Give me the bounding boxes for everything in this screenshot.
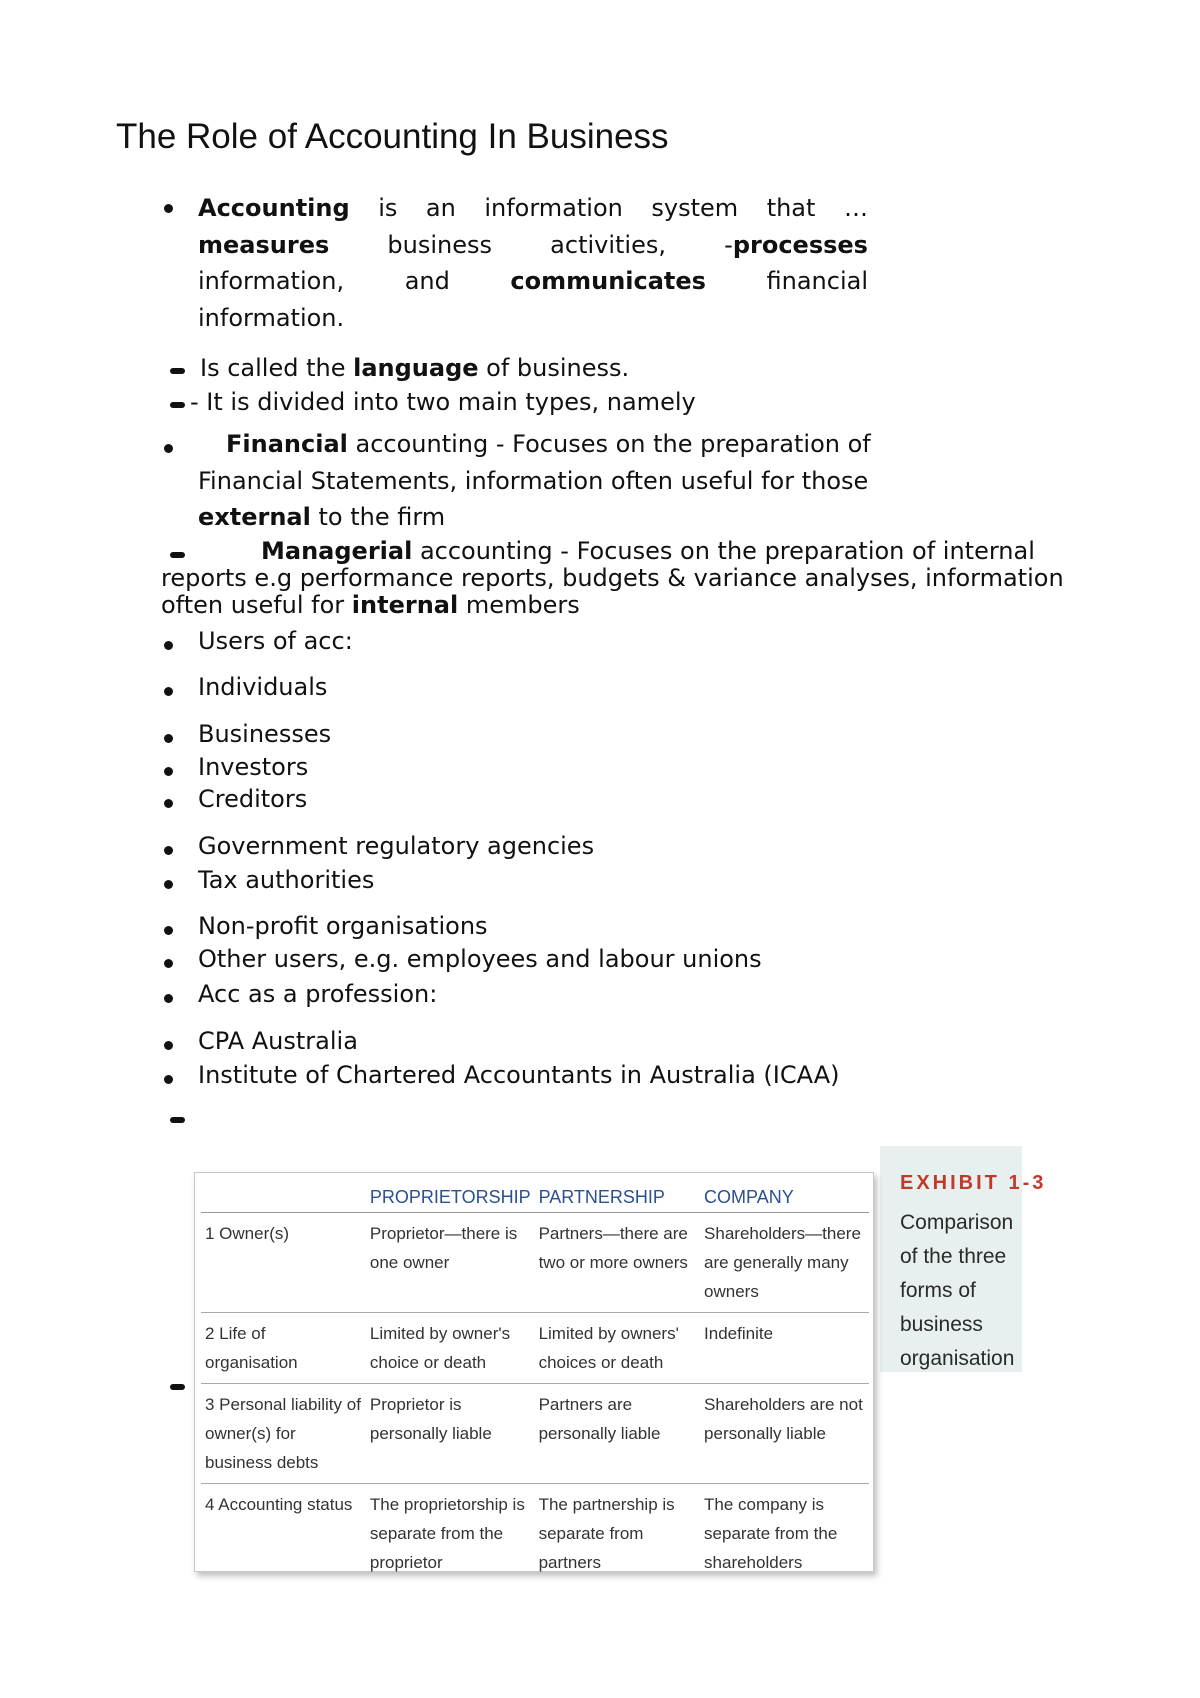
exhibit-caption: Comparison of the three forms of business organisation — [900, 1211, 1015, 1370]
bullet — [164, 994, 173, 1003]
definition-line-4: information. — [198, 303, 345, 332]
term-measures: measures — [198, 230, 330, 259]
bullet — [164, 767, 173, 776]
bullet — [164, 641, 173, 650]
table-cell: Proprietor—there is one owner — [366, 1213, 535, 1313]
table-cell: Shareholders—there are generally many owners — [700, 1213, 869, 1313]
definition-line-1: Accounting is an information system that … — [198, 190, 868, 227]
bullet — [164, 846, 173, 855]
table-cell: 4 Accounting status — [205, 1495, 353, 1514]
arrow-bullet — [170, 402, 185, 408]
financial-line-2: Financial Statements, information often useful for those — [198, 467, 869, 495]
table-row — [201, 1213, 869, 1313]
table-row — [201, 1384, 869, 1484]
comparison-table-card — [194, 1172, 874, 1572]
list-item: Government regulatory agencies — [198, 832, 595, 860]
definition-line-3: information, and communicates financial — [198, 263, 868, 300]
profession-heading: Acc as a profession: — [198, 980, 438, 1008]
page-title: The Role of Accounting In Business — [116, 117, 669, 156]
table-cell: Limited by owners' choices or death — [535, 1313, 700, 1384]
term-communicates: communicates — [510, 267, 706, 295]
comparison-table — [201, 1181, 869, 1583]
table-row — [201, 1313, 869, 1384]
column-header: PARTNERSHIP — [535, 1181, 700, 1213]
table-cell: 2 Life of organisation — [201, 1313, 366, 1384]
arrow-bullet — [170, 368, 185, 374]
list-item: Investors — [198, 753, 309, 781]
definition-line-2: measures business activities, -processes — [198, 227, 868, 264]
list-item: Other users, e.g. employees and labour unions — [198, 945, 762, 973]
bullet — [164, 926, 173, 935]
column-header — [201, 1181, 366, 1213]
table-cell: The proprietorship is separate from the proprietor — [369, 1495, 525, 1572]
bullet — [164, 1041, 173, 1050]
term-processes: processes — [732, 230, 868, 259]
bullet — [164, 1075, 173, 1084]
table-cell: Partners—there are two or more owners — [535, 1213, 700, 1313]
financial-line-3: external to the firm — [198, 503, 446, 531]
bullet — [164, 734, 173, 743]
language-line: Is called the language of business. — [200, 354, 630, 382]
managerial-paragraph: Managerial accounting - Focuses on the preparation of internal reports e.g performance reports, budgets & variance analyses, information often useful for internal members — [161, 537, 1064, 619]
table-cell: Limited by owner's choice or death — [366, 1313, 535, 1384]
table-cell: The company is separate from the shareholders — [704, 1495, 838, 1572]
bullet — [164, 687, 173, 696]
arrow-bullet — [170, 1384, 185, 1390]
bullet — [164, 444, 173, 453]
list-item: Non-profit organisations — [198, 912, 488, 940]
list-item: Creditors — [198, 785, 308, 813]
bullet — [164, 204, 173, 213]
table-row — [201, 1484, 869, 1584]
list-item: CPA Australia — [198, 1027, 358, 1055]
bullet — [164, 880, 173, 889]
financial-line-1: Financial accounting - Focuses on the preparation of — [226, 430, 871, 458]
table-cell: 1 Owner(s) — [201, 1213, 366, 1313]
types-intro: - It is divided into two main types, namely — [190, 388, 696, 416]
term-accounting: Accounting — [198, 194, 350, 222]
bullet — [164, 959, 173, 968]
table-cell: Partners are personally liable — [535, 1384, 700, 1484]
bullet — [164, 799, 173, 808]
list-item: Institute of Chartered Accountants in Australia (ICAA) — [198, 1061, 840, 1089]
users-heading: Users of acc: — [198, 627, 353, 655]
definition-paragraph — [198, 190, 868, 336]
column-header: PROPRIETORSHIP — [366, 1181, 535, 1213]
table-cell: Proprietor is personally liable — [366, 1384, 535, 1484]
table-cell: 3 Personal liability of owner(s) for business debts — [201, 1384, 366, 1484]
arrow-bullet — [170, 1117, 185, 1123]
exhibit-label: EXHIBIT 1-3 — [900, 1172, 1047, 1194]
list-item: Tax authorities — [198, 866, 375, 894]
column-header: COMPANY — [700, 1181, 869, 1213]
table-cell: Indefinite — [700, 1313, 869, 1384]
table-cell: Shareholders are not personally liable — [700, 1384, 869, 1484]
table-cell: The partnership is separate from partners — [538, 1495, 675, 1572]
list-item: Businesses — [198, 720, 332, 748]
table-header-row — [201, 1181, 869, 1213]
list-item: Individuals — [198, 673, 328, 701]
